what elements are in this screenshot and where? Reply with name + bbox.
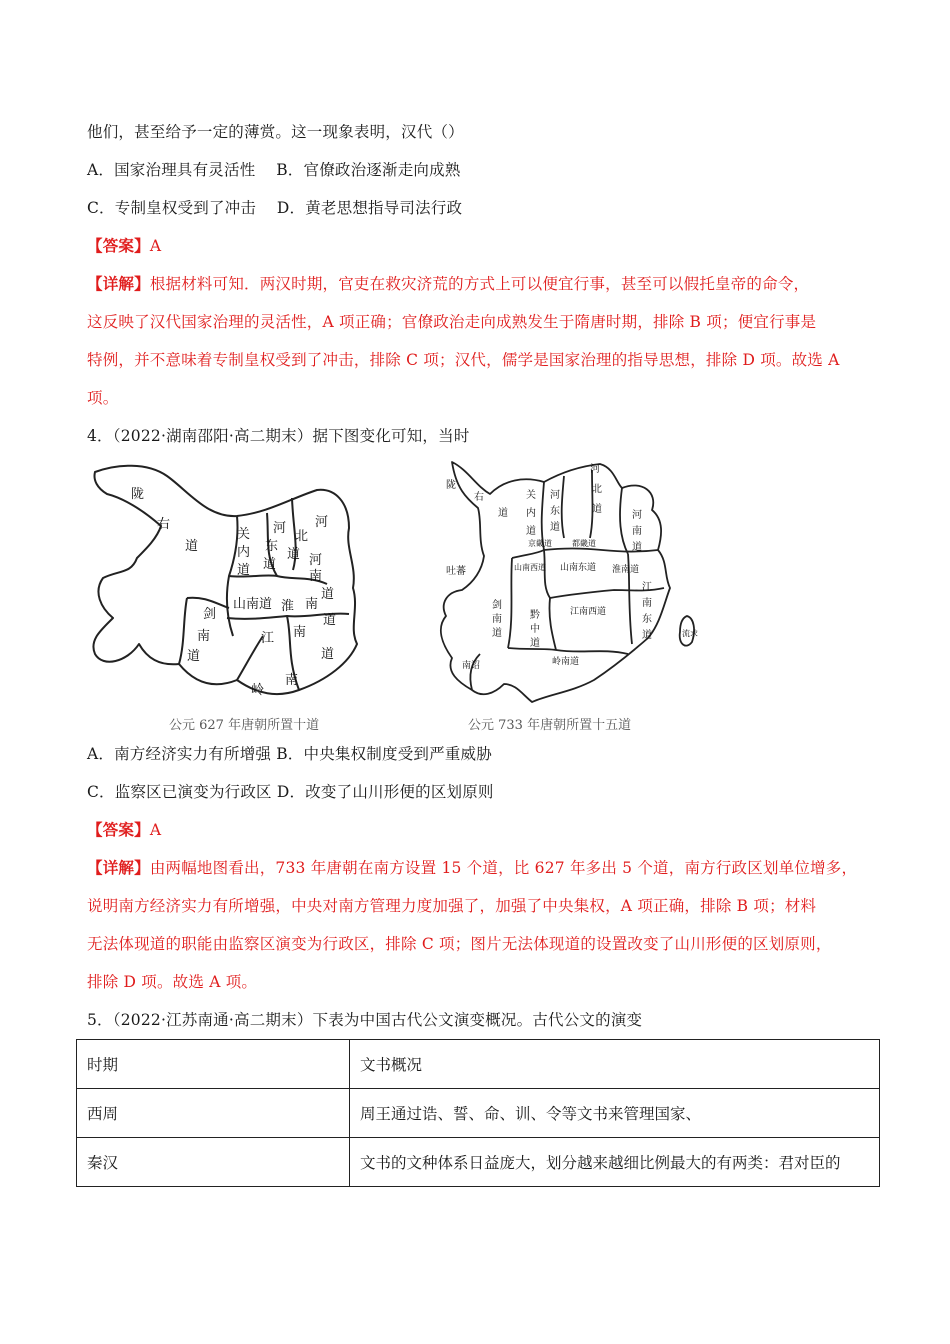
map2-label: 道 [526,526,536,537]
q4-detail-4: 排除 D 项。故选 A 项。 [87,973,258,991]
q5-stem: 5．（2022·江苏南通·高二期末）下表为中国古代公文演变概况。古代公文的演变 [87,1011,643,1029]
q4-detail-3: 无法体现道的职能由监察区演变为行政区，排除 C 项；图片无法体现道的设置改变了山川形便的区划原则， [87,935,832,953]
map2-label: 河 [550,490,560,501]
map2-label: 道 [498,508,508,519]
answer-value: A [149,821,162,839]
map2-label: 京畿道 [528,539,552,548]
q4-stem: 4．（2022·湖南邵阳·高二期末）据下图变化可知，当时 [87,427,470,445]
q4-answer [87,820,161,840]
map1-label: 道 [287,547,301,562]
map1-label: 道 [323,613,337,628]
map2-label: 道 [530,638,540,649]
map1-label: 关 [237,527,251,542]
map1-label: 内 [237,545,251,560]
table-cell: 西周 [77,1089,350,1138]
map1-label: 山南道 [233,597,273,612]
map1-label: 南 [293,625,307,640]
map2-label: 江 [642,582,652,593]
map1-label: 道 [187,649,201,664]
map1-caption: 公元 627 年唐朝所置十道 [169,718,320,733]
detail-tag: 【详解】 [87,858,150,877]
map1-label: 淮 [281,599,295,614]
table-header-cell: 文书概况 [350,1040,880,1089]
table-cell: 文书的文种体系日益庞大，划分越来越细比例最大的有两类：君对臣的 [350,1138,880,1187]
map2-label: 南 [632,526,642,537]
map1-label: 道 [321,647,335,662]
q3-options-cd: C．专制皇权受到了冲击 D．黄老思想指导司法行政 [87,199,463,217]
q3-stem-tail: 他们，甚至给予一定的薄赏。这一现象表明，汉代（） [87,123,464,141]
q4-options-ab: A．南方经济实力有所增强 B．中央集权制度受到严重威胁 [87,745,492,763]
map2-label: 中 [530,624,540,635]
map2-label: 黔 [530,610,540,621]
map2-label: 道 [550,522,560,533]
map2-label: 南 [642,598,652,609]
table-row [77,1138,880,1187]
map1-label: 东 [265,539,279,554]
map2-label: 吐蕃 [446,566,466,577]
map2-label: 淮南道 [612,565,640,575]
table-cell: 周王通过诰、誓、命、训、令等文书来管理国家、 [350,1089,880,1138]
map1-label: 道 [263,557,277,572]
map2-label: 山南西道 [514,563,546,572]
map2-label: 北 [592,484,602,495]
map1-label: 河 [315,515,329,530]
map2-label: 陇 [446,480,456,491]
map2-label: 关 [526,490,536,501]
map2-label: 道 [492,628,502,639]
q4-options-cd: C．监察区已演变为行政区 D．改变了山川形便的区划原则 [87,783,494,801]
q4-detail-2: 说明南方经济实力有所增强，中央对南方管理力度加强了，加强了中央集权，A 项正确，排除 B 项；材料 [87,897,817,915]
map1-label: 北 [295,529,309,544]
q3-detail-4: 项。 [87,389,119,407]
map2-label: 河 [632,510,642,521]
q3-options-ab: A．国家治理具有灵活性 B．官僚政治逐渐走向成熟 [87,161,461,179]
map2-label: 南诏 [462,661,481,671]
map2-label: 道 [592,504,602,515]
map2-label: 东 [642,614,652,625]
map2-label: 右 [474,492,484,503]
map1-label: 道 [185,539,199,554]
q3-detail-3: 特例，并不意味着专制皇权受到了冲击，排除 C 项；汉代，儒学是国家治理的指导思想，排除 D 项。故选 A [87,351,840,369]
table-row [77,1089,880,1138]
map1-label: 道 [237,563,251,578]
map1-label: 河 [309,553,323,568]
table-cell: 秦汉 [77,1138,350,1187]
answer-tag: 【答案】 [87,236,150,255]
map1-label: 河 [273,521,287,536]
q3-answer [87,236,161,256]
map1-label: 南 [285,673,299,688]
document-evolution-table [76,1039,880,1187]
map-733 [432,458,707,713]
map2-label: 道 [632,542,642,553]
map2-label: 南 [492,614,502,625]
map2-label: 道 [642,630,652,641]
map2-label: 内 [526,508,536,519]
map2-label: 江南西道 [570,607,607,617]
map1-label: 右 [157,517,171,532]
map2-label: 东 [550,506,560,517]
map1-label: 南 [305,597,319,612]
answer-value: A [149,237,162,255]
answer-tag: 【答案】 [87,820,150,839]
map-figure [87,458,707,738]
q3-detail-1 [87,274,809,294]
map1-label: 南 [197,629,211,644]
map2-label: 岭南道 [552,657,580,667]
detail-text: 由两幅地图看出，733 年唐朝在南方设置 15 个道，比 627 年多出 5 个道，南方行政区划单位增多， [149,859,858,877]
table-header-cell: 时期 [77,1040,350,1089]
map1-label: 陇 [131,487,145,502]
map2-label: 河 [590,464,600,475]
map2-label: 流求 [682,629,698,638]
detail-text: 根据材料可知．两汉时期，官吏在救灾济荒的方式上可以便宜行事，甚至可以假托皇帝的命令， [149,275,810,293]
q4-detail-1 [87,858,857,878]
map1-label: 道 [321,587,335,602]
map1-label: 岭 [251,683,265,698]
table-header-row [77,1040,880,1089]
map-627 [87,458,377,708]
map1-label: 江 [261,631,275,646]
map2-label: 剑 [492,600,502,611]
map2-label: 都畿道 [572,539,596,548]
map1-label: 剑 [203,607,217,622]
map2-label: 山南东道 [560,563,597,573]
map1-label: 南 [309,569,323,584]
map2-caption: 公元 733 年唐朝所置十五道 [468,718,632,733]
q3-detail-2: 这反映了汉代国家治理的灵活性，A 项正确；官僚政治走向成熟发生于隋唐时期，排除 B 项；便宜行事是 [87,313,817,331]
detail-tag: 【详解】 [87,274,150,293]
